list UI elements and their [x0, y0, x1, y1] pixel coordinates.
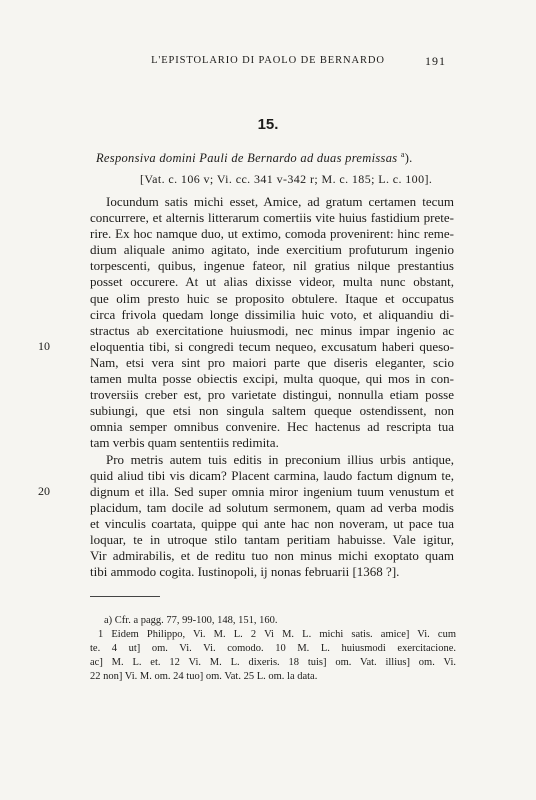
margin-line-number: 20 [38, 484, 50, 498]
margin-line-number: 10 [38, 339, 50, 353]
body-line: omnia semper omnibus convenire. Hec hactenus ad rescripta tua [90, 419, 454, 435]
footnote-line: a) Cfr. a pagg. 77, 99-100, 148, 151, 160. [104, 615, 278, 626]
body-line: Pro metris autem tuis editis in preconium illius urbis antique, [106, 451, 454, 467]
document-number: 15. [257, 116, 279, 133]
body-line: stractus ab exercitatione huiusmodi, nec minus impar ingenio ac [90, 322, 454, 338]
body-line: placidum, tam docile ad solutum sermonem, quam ad verba modis [90, 499, 454, 515]
body-line: dium aliquale animo agitato, inde exercitium profuturum ingenio [90, 242, 454, 258]
letter-body [90, 194, 454, 580]
body-line: troversiis creber est, pro varietate distingui, nonnulla etiam posse [90, 387, 454, 403]
body-line: Vir admirabilis, et de reditu tuo non minus michi exoptato quam [90, 548, 454, 564]
body-line: tam verbis quam sententiis redimita. [90, 435, 279, 451]
body-line: subiungi, que etsi non singula saltem queque ostendissent, non [90, 403, 454, 419]
body-line: quid aliud tibi vis dicam? Placent carmina, laudo factum dignum te, [90, 467, 454, 483]
running-title: L'EPISTOLARIO DI PAOLO DE BERNARDO [151, 55, 385, 66]
body-line: rire. Ex hoc namque duo, ut extimo, comoda provenirent: hinc reme- [90, 226, 454, 242]
body-line: dignum et illa. Sed super omnia miror ingenium tuum venustum et [90, 483, 454, 499]
body-line: eloquentia tibi, si congredi tecum nequeo, excusatum haberi queso- [90, 338, 454, 354]
body-line: loquar, te in utroque stilo tantam peritiam habuisse. Vale igitur, [90, 531, 454, 547]
body-line: et vinculis coartata, quippe qui ante hac non noveram, ut pace tua [90, 515, 454, 531]
body-line: que olim presto huic se proposito obtulere. Itaque et occupatus [90, 290, 454, 306]
body-line: circa frivola quedam longe dissimilia huic voto, et aliquandiu di- [90, 306, 454, 322]
body-line: concurrere, et alternis litterarum comertiis vite huius fastidium prete- [90, 210, 454, 226]
body-line: posset occurere. At ut alias dixisse videor, multa nunc obstant, [90, 274, 454, 290]
body-line: torpescenti, quibus, ingenue fateor, nil gratius nilque prestantius [90, 258, 454, 274]
manuscript-sources: [Vat. c. 106 v; Vi. cc. 341 v-342 r; M. c. 185; L. c. 100]. [140, 172, 433, 186]
footnotes [90, 614, 456, 684]
heading-tail: ). [404, 151, 413, 165]
body-line: Iocundum satis michi esset, Amice, ad gratum certamen tecum [106, 194, 454, 209]
body-line: Nam, etsi vera sint pro maiori parte que diseris eleganter, scio [90, 354, 454, 370]
letter-heading-title: Responsiva domini Pauli de Bernardo ad duas premissas [96, 151, 398, 165]
footnote-line: ac] M. L. et. 12 Vi. M. L. dixeris. 18 tuis] om. Vat. illius] om. Vi. [90, 657, 456, 668]
heading-note-mark: a [400, 150, 405, 159]
footnote-line: te. 4 ut] om. Vi. Vi. comodo. 10 M. L. huiusmodi exercitacione. [90, 643, 456, 654]
page-number: 191 [425, 54, 446, 68]
running-head [0, 55, 536, 69]
body-line: tamen multa posse obiectis excipi, multa quoque, qui mos in con- [90, 371, 454, 387]
footnote-line: 22 non] Vi. M. om. 24 tuo] om. Vat. 25 L. om. la data. [90, 671, 318, 682]
letter-heading [96, 150, 413, 166]
body-line: tibi ammodo cogita. Iustinopoli, ij nonas februarii [1368 ?]. [90, 564, 400, 580]
footnote-line: 1 Eidem Philippo, Vi. M. L. 2 Vi M. L. michi satis. amice] Vi. cum [98, 629, 456, 640]
footnote-rule [90, 596, 160, 597]
